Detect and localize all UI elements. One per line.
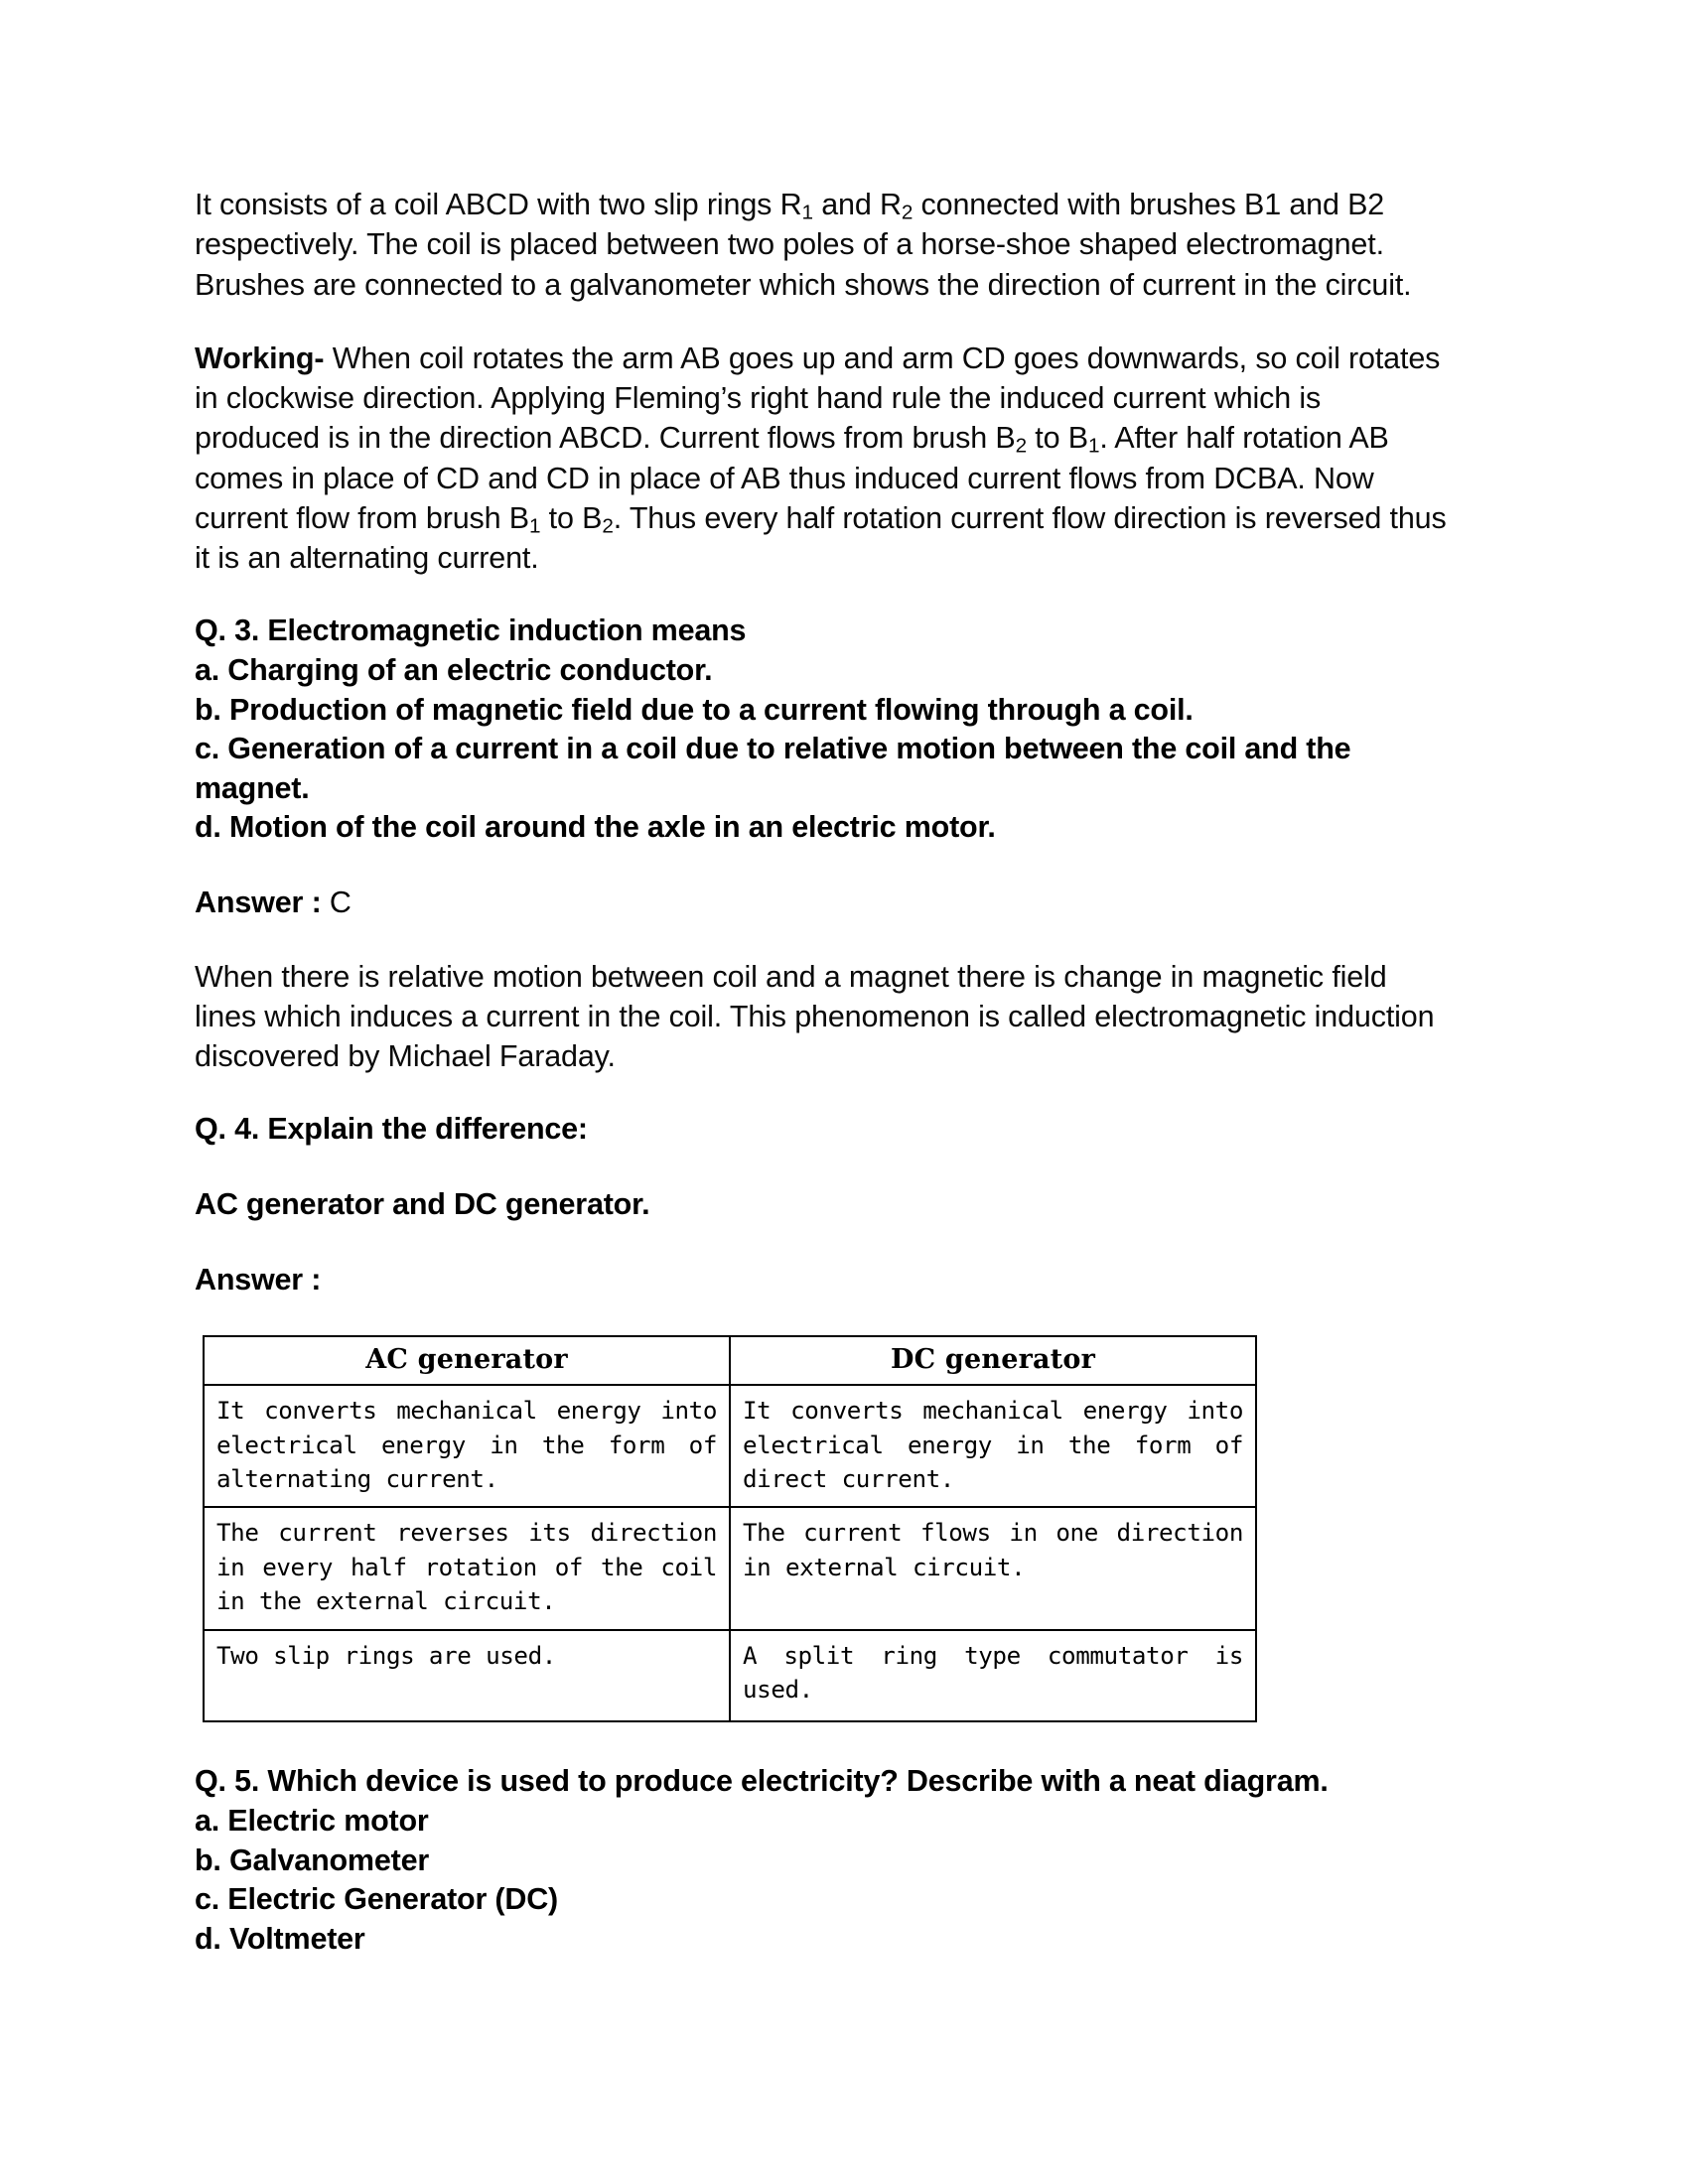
table-header-ac-generator: AC generator: [204, 1336, 730, 1385]
question-3-explanation: When there is relative motion between coil and a magnet there is change in magnetic field lines which induces a current in the coil. This phenomenon is called electromagnetic induction discovered by Michael Faraday.: [195, 959, 1435, 1074]
question-3-block: [195, 612, 1452, 848]
intro-paragraph: [195, 185, 1452, 305]
subscript-b2-second: 2: [602, 514, 614, 538]
subscript-b1-first: 1: [1087, 434, 1100, 458]
table-cell-dc-1: It converts mechanical energy into electrical energy in the form of direct current.: [730, 1385, 1256, 1507]
table-cell-ac-3: Two slip rings are used.: [204, 1630, 730, 1722]
question-5-option-a[interactable]: a. Electric motor: [195, 1803, 429, 1838]
question-3-answer: [195, 884, 1452, 923]
working-paragraph: [195, 339, 1452, 579]
question-5-option-b[interactable]: b. Galvanometer: [195, 1843, 429, 1877]
ac-dc-comparison-table-wrapper: [203, 1335, 1243, 1722]
intro-text-part-1: It consists of a coil ABCD with two slip rings R: [195, 188, 802, 221]
question-4-answer-label-block: [195, 1261, 1452, 1300]
working-text-part-4: to B: [540, 500, 603, 535]
subscript-r1: 1: [801, 201, 813, 224]
question-4-subject-block: [195, 1185, 1452, 1225]
table-cell-dc-3: A split ring type commutator is used.: [730, 1630, 1256, 1722]
document-content: [195, 185, 1452, 1994]
working-label: Working-: [195, 341, 325, 375]
table-row: [204, 1630, 1256, 1722]
subscript-b1-second: 1: [528, 514, 541, 538]
question-4-subject: AC generator and DC generator.: [195, 1187, 650, 1222]
question-3-option-d[interactable]: d. Motion of the coil around the axle in an electric motor.: [195, 810, 996, 845]
intro-text-part-3: connected with brushes B1 and B2 respectively. The coil is placed between two poles of a horse-shoe shaped electromagnet. Brushes are connected to a galvanometer which shows the direction of current in the circuit.: [195, 188, 1412, 302]
table-cell-ac-1: It converts mechanical energy into electrical energy in the form of alternating current.: [204, 1385, 730, 1507]
table-cell-ac-2: The current reverses its direction in every half rotation of the coil in the external circuit.: [204, 1507, 730, 1629]
question-4-stem: Q. 4. Explain the difference:: [195, 1112, 588, 1147]
table-header-dc-generator: DC generator: [730, 1336, 1256, 1385]
table-header-row: [204, 1336, 1256, 1385]
question-3-option-a[interactable]: a. Charging of an electric conductor.: [195, 652, 713, 687]
question-3-stem: Q. 3. Electromagnetic induction means: [195, 614, 747, 648]
question-5-block: [195, 1762, 1452, 1959]
working-text-part-5: . Thus every half rotation current flow direction is reversed thus it is an alternating current.: [195, 500, 1447, 575]
table-cell-dc-2: The current flows in one direction in external circuit.: [730, 1507, 1256, 1629]
working-text-part-3: . After half rotation AB comes in place of CD and CD in place of AB thus induced current flows from DCBA. Now current flow from brush B: [195, 421, 1389, 535]
table-row: [204, 1507, 1256, 1629]
table-row: [204, 1385, 1256, 1507]
subscript-b2-first: 2: [1015, 434, 1027, 458]
question-5-stem: Q. 5. Which device is used to produce electricity? Describe with a neat diagram.: [195, 1764, 1329, 1799]
question-3-option-b[interactable]: b. Production of magnetic field due to a current flowing through a coil.: [195, 692, 1194, 727]
question-5-option-c[interactable]: c. Electric Generator (DC): [195, 1882, 558, 1917]
question-4-stem-block: [195, 1110, 1452, 1150]
question-5-option-d[interactable]: d. Voltmeter: [195, 1921, 365, 1956]
question-3-option-c[interactable]: c. Generation of a current in a coil due to relative motion between the coil and the magnet.: [195, 732, 1351, 805]
working-text-part-2: to B: [1026, 421, 1088, 456]
working-text-part-1: When coil rotates the arm AB goes up and arm CD goes downwards, so coil rotates in clockwise direction. Applying Fleming’s right hand rule the induced current which is produced is in the direction ABCD. Current flows from brush B: [195, 341, 1441, 456]
intro-text-part-2: and R: [812, 188, 902, 221]
ac-dc-comparison-table: [203, 1335, 1257, 1722]
answer-label-q4: Answer :: [195, 1262, 322, 1297]
table-bottom-spacer: [195, 1722, 1452, 1762]
answer-label-q3: Answer :: [195, 886, 322, 920]
answer-value-q3: C: [321, 886, 352, 920]
subscript-r2: 2: [901, 201, 914, 224]
